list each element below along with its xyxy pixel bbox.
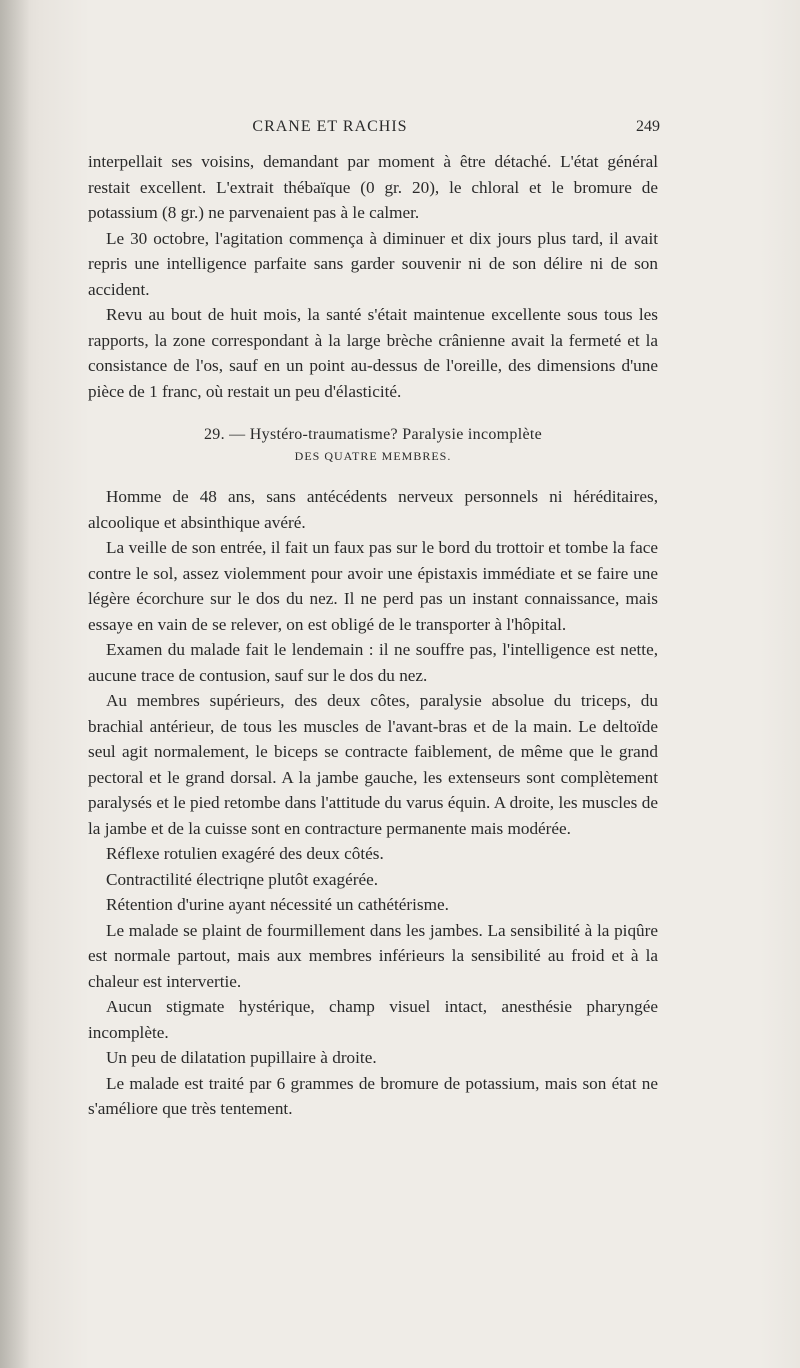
section-subtitle: DES QUATRE MEMBRES.	[294, 449, 452, 463]
paragraph: Rétention d'urine ayant nécessité un cathétérisme.	[106, 895, 449, 914]
spine-shadow	[0, 0, 30, 1368]
paragraph: Homme de 48 ans, sans antécédents nerveux personnels ni héréditaires, alcoolique et absinthique avéré.	[88, 487, 658, 532]
paragraph: Le malade se plaint de fourmillement dans les jambes. La sensibilité à la piqûre est normale partout, mais aux membres inférieurs la sensibilité au froid et à la chaleur est intervertie.	[88, 920, 658, 991]
page-header	[0, 118, 800, 138]
paragraph: Au membres supérieurs, des deux côtes, paralysie absolue du triceps, du brachial antérieur, de tous les muscles de l'avant-bras et de la main. Le deltoïde seul agit normalement, le biceps se contracte faiblement, de même que le grand pectoral et le grand dorsal. A la jambe gauche, les extenseurs sont complètement paralysés et le pied retombe dans l'attitude du varus équin. A droite, les muscles de la jambe et de la cuisse sont en contracture permanente mais modérée.	[88, 691, 658, 838]
paragraph: Réflexe rotulien exagéré des deux côtés.	[106, 844, 384, 863]
body-text	[88, 149, 658, 1122]
section-title: 29. — Hystéro-traumatisme? Paralysie incomplète	[203, 426, 542, 443]
paragraph: interpellait ses voisins, demandant par moment à être détaché. L'état général restait excellent. L'extrait thébaïque (0 gr. 20), le chloral et le bromure de potassium (8 gr.) ne parvenaient pas à le calmer.	[88, 152, 658, 222]
paragraph: Le 30 octobre, l'agitation commença à diminuer et dix jours plus tard, il avait repris une intelligence parfaite sans garder souvenir ni de son délire ni de son accident.	[88, 228, 658, 299]
page-number: 249	[636, 118, 660, 135]
paragraph: La veille de son entrée, il fait un faux pas sur le bord du trottoir et tombe la face contre le sol, assez violemment pour avoir une épistaxis immédiate et se faire une légère écorchure sur le dos du nez. Il ne perd pas un instant connaissance, mais essaye en vain de se relever, on est obligé de le transporter à l'hôpital.	[88, 538, 658, 634]
paragraph: Le malade est traité par 6 grammes de bromure de potassium, mais son état ne s'améliore que très tentement.	[88, 1073, 658, 1118]
paragraph: Un peu de dilatation pupillaire à droite.	[106, 1048, 377, 1067]
paragraph: Examen du malade fait le lendemain : il ne souffre pas, l'intelligence est nette, aucune trace de contusion, sauf sur le dos du nez.	[88, 640, 658, 685]
running-title: CRANE ET RACHIS	[252, 118, 408, 135]
paragraph: Revu au bout de huit mois, la santé s'était maintenue excellente sous tous les rapports, la zone correspondant à la large brèche crânienne avait la fermeté et la consistance de l'os, sauf en un point au-dessus de l'oreille, des dimensions d'une pièce de 1 franc, où restait un peu d'élasticité.	[88, 305, 658, 401]
paragraph: Aucun stigmate hystérique, champ visuel intact, anesthésie pharyngée incomplète.	[88, 997, 658, 1042]
paragraph: Contractilité électriqne plutôt exagérée.	[106, 869, 379, 889]
